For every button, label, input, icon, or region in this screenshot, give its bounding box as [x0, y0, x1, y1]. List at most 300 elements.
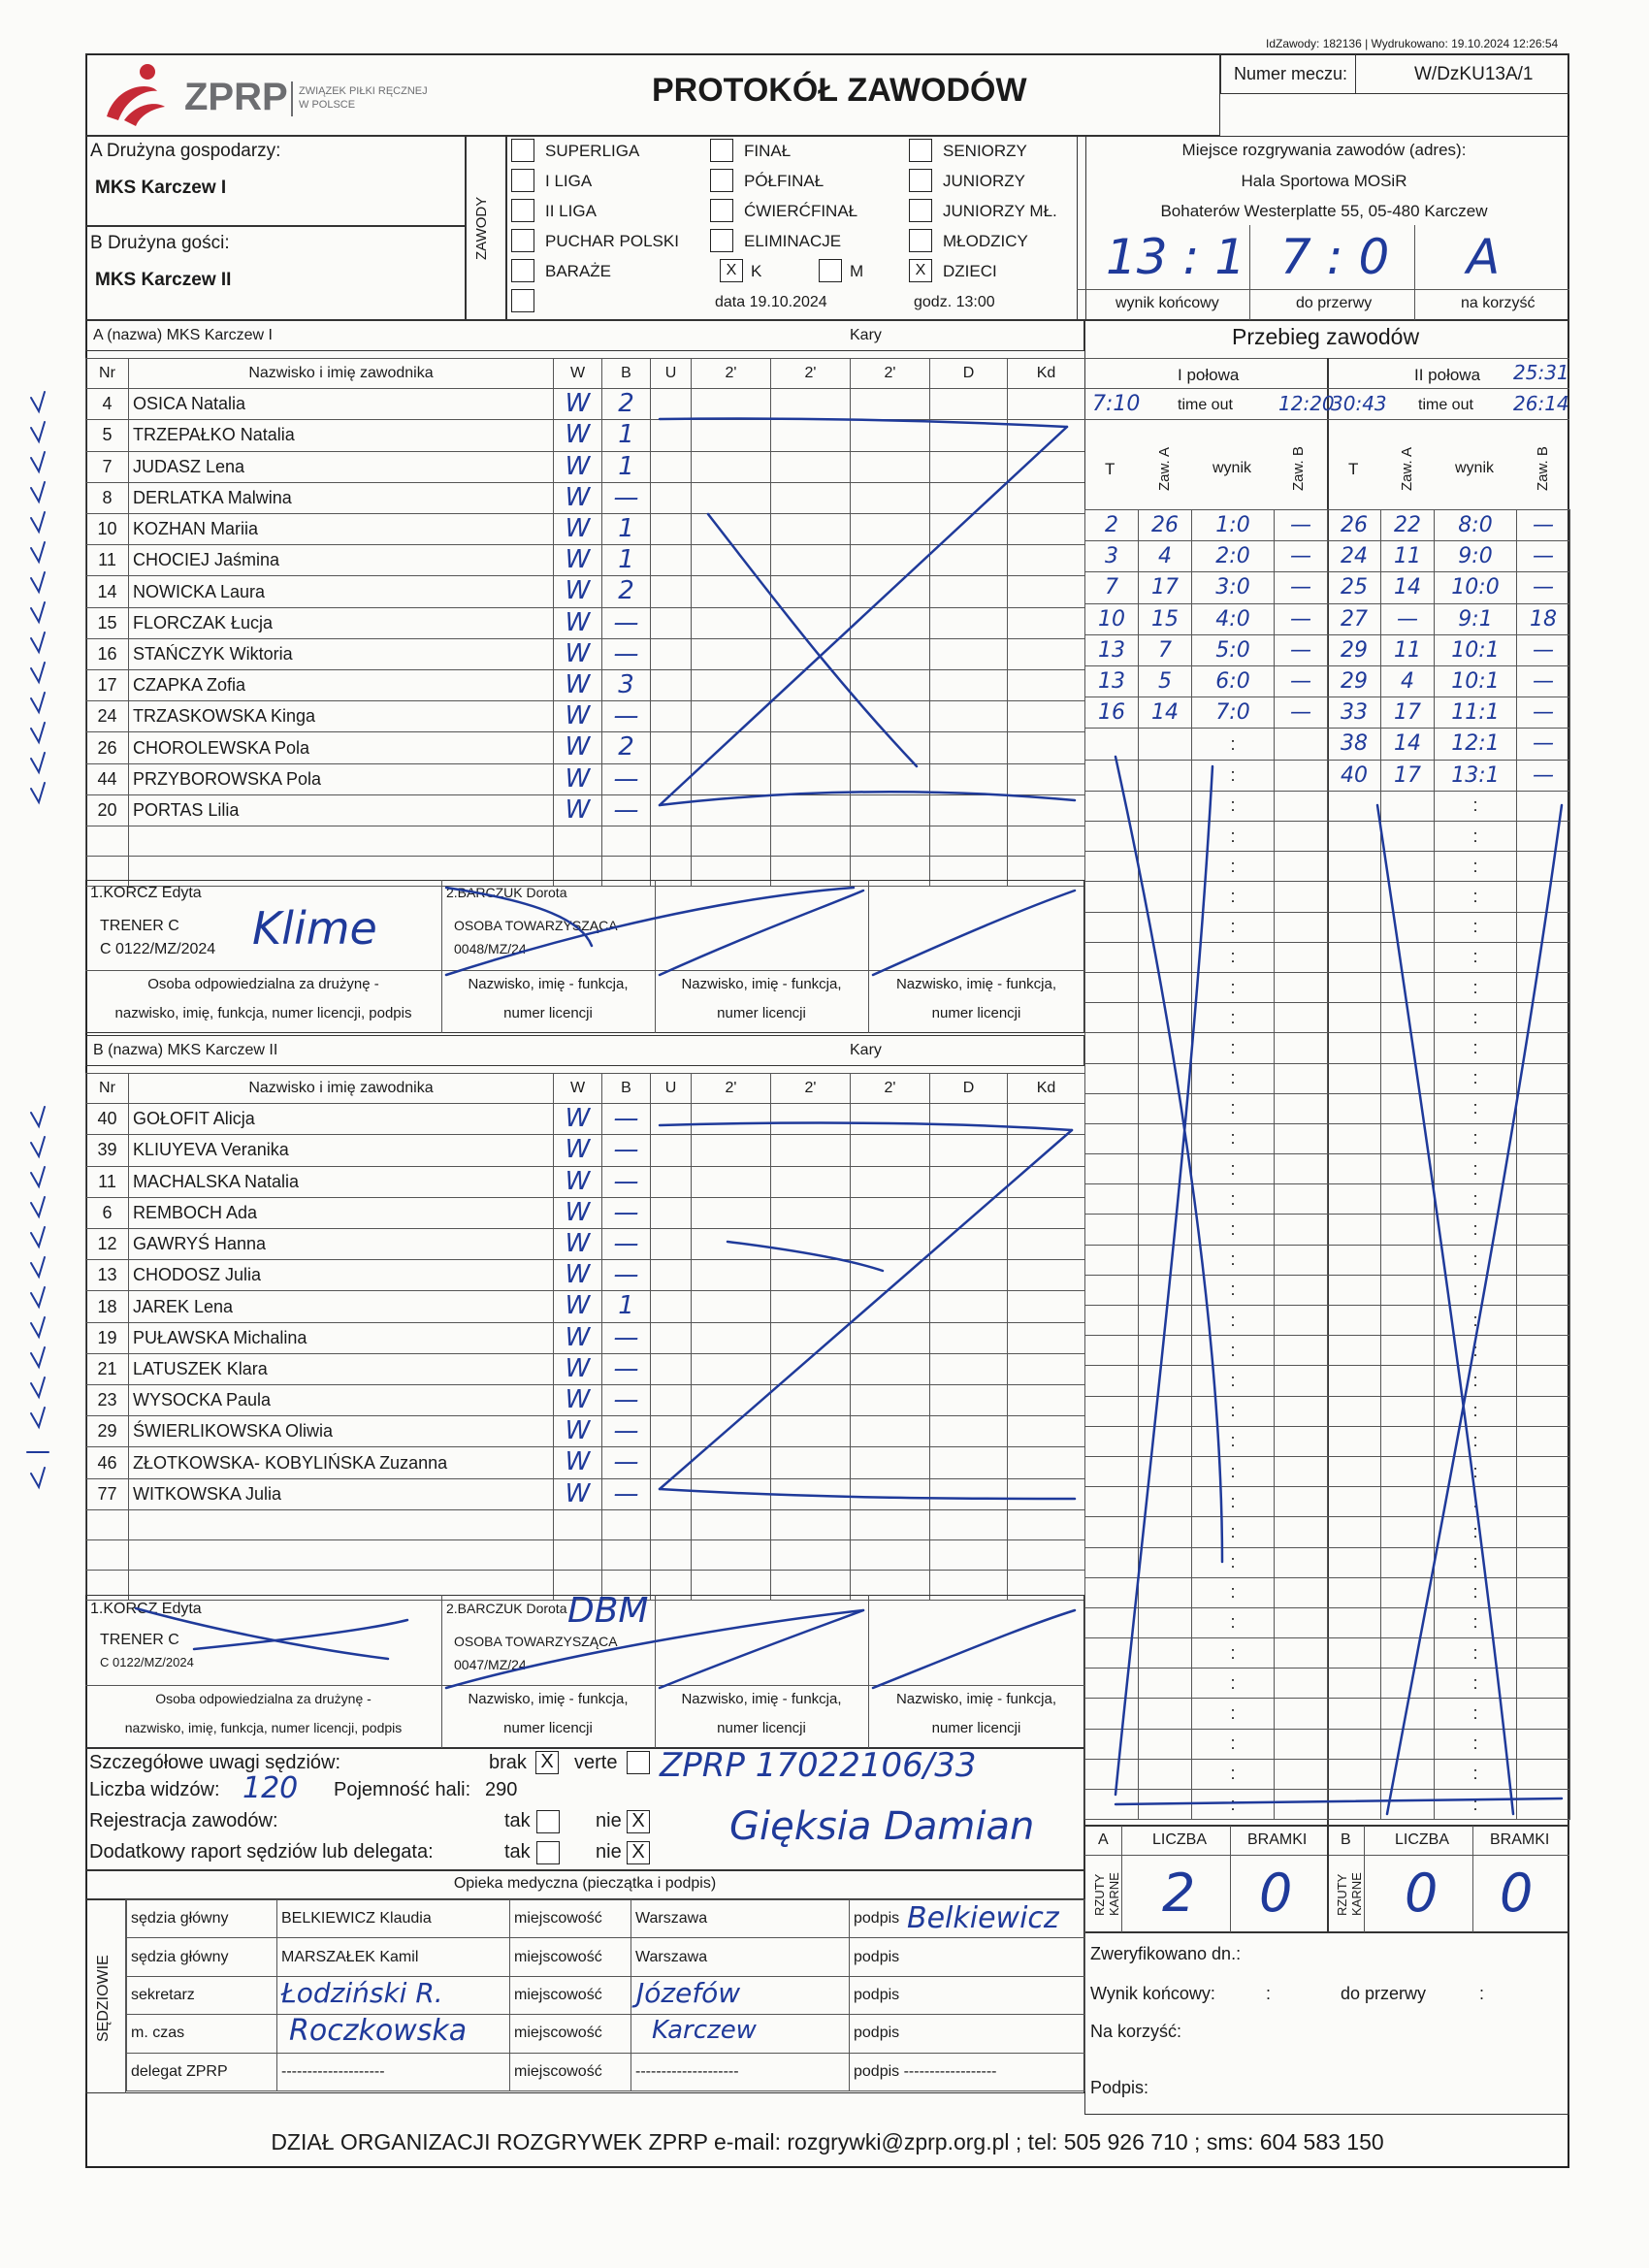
col-kd: Kd	[1008, 359, 1085, 389]
progress-w-cell: :	[1192, 1093, 1275, 1123]
penalty-cell-kd	[1008, 1166, 1085, 1197]
player-w-hw: W	[565, 1478, 591, 1508]
progress-zb-cell	[1517, 822, 1570, 852]
match-number: W/DzKU13A/1	[1414, 64, 1534, 84]
penalty-cell-d	[930, 1166, 1008, 1197]
penalty-cell-p3	[851, 1135, 930, 1166]
progress-zb-cell	[1517, 1184, 1570, 1215]
half-score-label: do przerwy	[1296, 295, 1373, 311]
juniorzy-checkbox[interactable]	[909, 169, 932, 192]
player-w	[554, 1197, 602, 1228]
progress-t-cell	[1328, 1517, 1381, 1547]
progress-zb-cell	[1517, 1577, 1570, 1607]
capacity-value: 290	[485, 1779, 518, 1800]
progress-zb-cell	[1275, 1366, 1328, 1396]
progress-zb-hw: —	[1290, 513, 1311, 537]
referee-city: Warszawa	[631, 1900, 850, 1938]
progress-za-cell	[1381, 1245, 1435, 1275]
progress-za-hw: 7	[1158, 637, 1172, 663]
progress-t-cell	[1328, 1669, 1381, 1699]
progress-w-cell: :	[1435, 1003, 1517, 1033]
progress-t-cell	[1328, 1215, 1381, 1245]
progress-t-cell	[1328, 1366, 1381, 1396]
penalty-cell-u	[651, 826, 692, 857]
penalty-a-goals-label: BRAMKI	[1247, 1831, 1308, 1848]
player-w	[554, 1104, 602, 1135]
progress-zb-cell	[1517, 1093, 1570, 1123]
penalty-cell-p1	[692, 514, 771, 545]
progress-w-cell: :	[1435, 1093, 1517, 1123]
progress-zb-cell	[1275, 1123, 1328, 1153]
progress-zb-cell	[1275, 1638, 1328, 1669]
progress-t-cell	[1085, 1154, 1139, 1184]
player-goals	[602, 1229, 651, 1260]
progress-t-hw: 2	[1105, 513, 1118, 537]
player-row	[86, 1197, 1085, 1228]
progress-zb-cell	[1275, 852, 1328, 882]
registration-tak-checkbox[interactable]	[536, 1810, 560, 1833]
player-row	[86, 826, 1085, 857]
progress-row	[1085, 1063, 1570, 1093]
progress-za-cell	[1381, 1699, 1435, 1729]
progress-row	[1085, 1154, 1570, 1184]
kary-label-b: Kary	[850, 1042, 882, 1058]
progress-zb-cell	[1517, 1729, 1570, 1759]
penalty-cell-u	[651, 420, 692, 451]
progress-za-cell	[1381, 822, 1435, 852]
progress-za-cell	[1381, 791, 1435, 821]
baraze-checkbox[interactable]	[511, 259, 534, 282]
player-name: DERLATKA Malwina	[129, 482, 554, 513]
medical-stamp-hw: ZPRP 17022106/33	[660, 1746, 977, 1785]
winner-field-label: Na korzyść:	[1090, 2022, 1182, 2041]
progress-zb-cell	[1517, 1366, 1570, 1396]
penalty-cell-p3	[851, 826, 930, 857]
progress-zb-hw: —	[1290, 575, 1311, 600]
progress-t-cell	[1328, 572, 1381, 603]
penalty-cell-p3	[851, 514, 930, 545]
progress-za-cell	[1139, 791, 1192, 821]
medical-signature-hw: Gięksia Damian	[729, 1804, 1035, 1849]
player-row	[86, 794, 1085, 826]
elimination-checkbox[interactable]	[710, 229, 733, 252]
progress-zb-cell	[1275, 1699, 1328, 1729]
report-tak-checkbox[interactable]	[536, 1841, 560, 1864]
progress-za-cell	[1381, 1729, 1435, 1759]
progress-row	[1085, 1577, 1570, 1607]
progress-t-cell	[1328, 1245, 1381, 1275]
progress-za-cell	[1139, 1547, 1192, 1577]
progress-t-cell	[1085, 572, 1139, 603]
penalty-a-label: A	[1098, 1831, 1109, 1848]
progress-za-hw: 17	[1394, 700, 1421, 726]
progress-za-cell	[1139, 1154, 1192, 1184]
player-w-hw: W	[565, 514, 591, 543]
progress-w-hw: 8:0	[1458, 513, 1493, 537]
penalty-cell-p1	[692, 1322, 771, 1353]
penalty-cell-kd	[1008, 1540, 1085, 1571]
prog-wynik-h1: wynik	[1212, 460, 1252, 476]
player-goals-hw: 2	[618, 576, 634, 606]
half2-label: II połowa	[1414, 366, 1481, 384]
progress-zb-cell	[1275, 1336, 1328, 1366]
empty-cell	[129, 1509, 554, 1539]
i-liga-checkbox[interactable]	[511, 169, 534, 192]
player-goals	[602, 1104, 651, 1135]
team-b-section: B (nazwa) MKS Karczew II	[93, 1042, 278, 1058]
penalty-cell-p3	[851, 451, 930, 482]
progress-t-cell	[1085, 1063, 1139, 1093]
referee-city-label: miejscowość	[510, 1976, 631, 2014]
progress-zb-hw: —	[1290, 637, 1311, 663]
progress-w-cell	[1435, 510, 1517, 541]
progress-zb-hw: —	[1533, 700, 1554, 726]
progress-row	[1085, 1638, 1570, 1669]
official-b1-license: C 0122/MZ/2024	[100, 1655, 194, 1669]
player-w-hw: W	[565, 1416, 591, 1446]
seniorzy-checkbox[interactable]	[909, 139, 932, 162]
penalty-cell-p2	[771, 545, 851, 576]
timeout-label-1: time out	[1178, 397, 1233, 413]
final-checkbox[interactable]	[710, 139, 733, 162]
progress-w-cell	[1435, 697, 1517, 729]
progress-w-cell: :	[1192, 1638, 1275, 1669]
progress-za-cell	[1139, 760, 1192, 791]
progress-t-cell	[1085, 1456, 1139, 1486]
progress-row	[1085, 541, 1570, 572]
penalty-cell-kd	[1008, 1353, 1085, 1384]
player-number: 12	[86, 1229, 129, 1260]
empty-cell	[129, 826, 554, 857]
penalty-cell-p3	[851, 794, 930, 826]
sex-k-checkbox[interactable]: X	[720, 259, 743, 282]
penalty-cell-p1	[692, 1104, 771, 1135]
ii-liga-checkbox[interactable]	[511, 199, 534, 222]
progress-za-cell	[1139, 634, 1192, 665]
penalty-cell-p1	[692, 1540, 771, 1571]
progress-t-cell	[1328, 852, 1381, 882]
progress-t-cell	[1085, 972, 1139, 1002]
progress-za-hw: 22	[1394, 513, 1421, 537]
player-w	[554, 514, 602, 545]
result-divider	[1077, 289, 1569, 290]
col-u: U	[651, 1074, 692, 1104]
verte-checkbox[interactable]	[627, 1751, 650, 1774]
player-number: 11	[86, 1166, 129, 1197]
progress-t-cell	[1328, 972, 1381, 1002]
progress-t-cell	[1085, 1547, 1139, 1577]
logo-line2: W POLSCE	[299, 99, 356, 111]
empty-cell	[602, 1509, 651, 1539]
player-goals	[602, 1197, 651, 1228]
player-number: 10	[86, 514, 129, 545]
teams-box	[85, 136, 466, 320]
progress-t-cell	[1085, 1184, 1139, 1215]
progress-w-cell: :	[1435, 912, 1517, 942]
report-nie-checkbox[interactable]: X	[627, 1841, 650, 1864]
progress-w-cell: :	[1192, 1366, 1275, 1396]
penalty-cell-kd	[1008, 1322, 1085, 1353]
team-a-roster-table	[85, 358, 1085, 887]
official-b-footer-1a: Osoba odpowiedzialna za drużynę -	[155, 1691, 372, 1706]
player-goals	[602, 1135, 651, 1166]
player-name: GOŁOFIT Alicja	[129, 1104, 554, 1135]
progress-t-hw: 10	[1098, 606, 1125, 632]
registration-nie-checkbox[interactable]: X	[627, 1810, 650, 1833]
penalty-cell-p3	[851, 1385, 930, 1416]
progress-za-cell	[1381, 942, 1435, 972]
progress-t-cell	[1328, 541, 1381, 572]
penalty-cell-kd	[1008, 482, 1085, 513]
penalty-cell-kd	[1008, 420, 1085, 451]
penalty-cell-p2	[771, 1197, 851, 1228]
penalty-cell-p1	[692, 826, 771, 857]
extra-checkbox[interactable]	[511, 289, 534, 312]
player-row	[86, 1509, 1085, 1539]
prog-t-h2: T	[1348, 460, 1359, 478]
player-goals-hw: —	[613, 763, 639, 794]
progress-w-hw: 10:1	[1451, 669, 1500, 695]
category-label-3: MŁODZICY	[943, 232, 1028, 250]
teams-divider	[85, 225, 466, 227]
progress-za-cell	[1381, 1638, 1435, 1669]
official-b-footer-3a: Nazwisko, imię - funkcja,	[681, 1691, 842, 1707]
progress-zb-cell	[1275, 1033, 1328, 1063]
player-w	[554, 1135, 602, 1166]
player-w	[554, 1385, 602, 1416]
progress-row	[1085, 510, 1570, 541]
progress-w-cell: :	[1435, 1487, 1517, 1517]
progress-za-cell	[1381, 1426, 1435, 1456]
progress-w-cell	[1435, 666, 1517, 697]
player-goals-hw: —	[613, 1447, 639, 1477]
progress-za-cell	[1139, 1306, 1192, 1336]
progress-za-hw: 14	[1151, 700, 1179, 726]
penalty-cell-kd	[1008, 732, 1085, 763]
player-goals	[602, 1322, 651, 1353]
penalty-sep-2	[1230, 1826, 1231, 1932]
official-b2-role: OSOBA TOWARZYSZĄCA	[454, 1634, 618, 1649]
col-w: W	[554, 359, 602, 389]
dzieci-checkbox[interactable]: X	[909, 259, 932, 282]
penalty-cell-p1	[692, 1416, 771, 1447]
progress-row	[1085, 1366, 1570, 1396]
player-name: GAWRYŚ Hanna	[129, 1229, 554, 1260]
player-w-hw: W	[565, 1229, 591, 1258]
penalty-cell-u	[651, 1135, 692, 1166]
progress-t-cell	[1085, 1729, 1139, 1759]
progress-t-cell	[1328, 729, 1381, 760]
player-number: 13	[86, 1260, 129, 1291]
progress-w-cell: :	[1435, 1426, 1517, 1456]
progress-w-cell: :	[1192, 1336, 1275, 1366]
referee-city-label: miejscowość	[510, 1900, 631, 1938]
progress-za-cell	[1381, 882, 1435, 912]
player-row	[86, 514, 1085, 545]
progress-zb-cell	[1517, 572, 1570, 603]
sex-m-checkbox[interactable]	[819, 259, 842, 282]
brak-checkbox[interactable]: X	[535, 1751, 559, 1774]
col-b: B	[602, 1074, 651, 1104]
stage-label-3: ELIMINACJE	[744, 232, 842, 250]
progress-w-cell: :	[1435, 1123, 1517, 1153]
progress-w-cell: :	[1435, 1215, 1517, 1245]
progress-t-cell	[1328, 1033, 1381, 1063]
team-b-name: MKS Karczew II	[95, 270, 232, 290]
player-number: 24	[86, 701, 129, 732]
reg-nie-label: nie	[596, 1810, 622, 1831]
quarterfinal-checkbox[interactable]	[710, 199, 733, 222]
progress-zb-cell	[1275, 1517, 1328, 1547]
prog-wynik-h2: wynik	[1455, 460, 1495, 476]
col-2min-2: 2'	[771, 1074, 851, 1104]
progress-w-cell: :	[1435, 942, 1517, 972]
player-goals	[602, 1416, 651, 1447]
progress-t-cell	[1085, 541, 1139, 572]
progress-row	[1085, 1123, 1570, 1153]
penalty-cell-p3	[851, 545, 930, 576]
timeout-line	[1084, 419, 1569, 420]
progress-w-cell	[1192, 572, 1275, 603]
progress-zb-cell	[1275, 666, 1328, 697]
player-w	[554, 389, 602, 420]
progress-zb-cell	[1275, 1275, 1328, 1305]
player-w-hw: W	[565, 1260, 591, 1290]
official-a2-license: 0048/MZ/24	[454, 941, 527, 956]
player-name: ZŁOTKOWSKA- KOBYLIŃSKA Zuzanna	[129, 1447, 554, 1478]
player-name: CHOCIEJ Jaśmina	[129, 545, 554, 576]
progress-row	[1085, 791, 1570, 821]
progress-t-hw: 26	[1341, 513, 1368, 537]
progress-za-cell	[1381, 1607, 1435, 1637]
penalty-cell-d	[930, 1135, 1008, 1166]
progress-row	[1085, 882, 1570, 912]
team-a-header-row	[86, 359, 1085, 389]
penalty-cell-u	[651, 1104, 692, 1135]
progress-zb-cell	[1275, 942, 1328, 972]
venue-name: Hala Sportowa MOSiR	[1241, 172, 1407, 190]
progress-t-hw: 40	[1341, 762, 1368, 788]
timekeeper-city-hw: Karczew	[652, 2016, 757, 2045]
player-goals	[602, 732, 651, 763]
progress-row	[1085, 1003, 1570, 1033]
player-w	[554, 638, 602, 669]
col-d: D	[930, 359, 1008, 389]
progress-t-cell	[1085, 1517, 1139, 1547]
progress-w-cell: :	[1435, 852, 1517, 882]
player-w-hw: W	[565, 389, 591, 419]
final-score-hw: 13 : 1	[1106, 229, 1246, 285]
player-goals	[602, 514, 651, 545]
progress-t-hw: 7	[1105, 575, 1118, 600]
penalty-a-rzuty: RZUTY KARNE	[1092, 1872, 1121, 1917]
penalty-cell-p2	[771, 701, 851, 732]
progress-t-cell	[1328, 1699, 1381, 1729]
penalty-cell-p1	[692, 763, 771, 794]
penalty-cell-d	[930, 732, 1008, 763]
progress-row	[1085, 1426, 1570, 1456]
progress-w-hw: 11:1	[1451, 700, 1500, 726]
player-goals	[602, 763, 651, 794]
juniorzy-ml-checkbox[interactable]	[909, 199, 932, 222]
progress-za-cell	[1139, 852, 1192, 882]
penalty-cell-p1	[692, 1166, 771, 1197]
superliga-checkbox[interactable]	[511, 139, 534, 162]
penalty-cell-p2	[771, 576, 851, 607]
progress-zb-cell	[1517, 1607, 1570, 1637]
match-date: data 19.10.2024	[715, 294, 827, 310]
progress-za-cell	[1381, 1366, 1435, 1396]
player-number: 7	[86, 451, 129, 482]
progress-zb-cell	[1275, 822, 1328, 852]
col-2min-1: 2'	[692, 1074, 771, 1104]
timeout-a1-hw: 7:10	[1092, 392, 1141, 416]
stage-label-1: PÓŁFINAŁ	[744, 172, 824, 190]
empty-cell	[554, 826, 602, 857]
category-label-4: DZIECI	[943, 262, 997, 280]
penalty-cell-p3	[851, 1260, 930, 1291]
semifinal-checkbox[interactable]	[710, 169, 733, 192]
zawody-label: ZAWODY	[473, 196, 490, 260]
penalty-cell-u	[651, 670, 692, 701]
player-number: 5	[86, 420, 129, 451]
penalty-cell-kd	[1008, 701, 1085, 732]
referee-row	[127, 1938, 1085, 1976]
progress-za-cell	[1139, 822, 1192, 852]
progress-zb-cell	[1517, 760, 1570, 791]
player-w-hw: W	[565, 576, 591, 606]
progress-za-hw: 14	[1394, 575, 1421, 600]
rep-tak-label: tak	[504, 1841, 531, 1863]
final-result-colon: :	[1266, 1984, 1272, 2003]
progress-row	[1085, 912, 1570, 942]
penalty-cell-kd	[1008, 638, 1085, 669]
progress-w-hw: 13:1	[1451, 762, 1500, 788]
progress-zb-cell	[1275, 697, 1328, 729]
venue-box	[1077, 136, 1569, 320]
team-b-roster-table	[85, 1073, 1085, 1601]
penalty-cell-u	[651, 576, 692, 607]
penalty-cell-d	[930, 1478, 1008, 1509]
progress-zb-cell	[1275, 760, 1328, 791]
progress-row	[1085, 1336, 1570, 1366]
progress-za-cell	[1139, 912, 1192, 942]
player-w-hw: W	[565, 794, 591, 825]
progress-row	[1085, 1184, 1570, 1215]
official-b-footer-4b: numer licencji	[931, 1720, 1021, 1736]
mlodzicy-checkbox[interactable]	[909, 229, 932, 252]
progress-za-cell	[1139, 1426, 1192, 1456]
progress-zb-cell	[1275, 1547, 1328, 1577]
player-row	[86, 1104, 1085, 1135]
referee-row	[127, 2053, 1085, 2090]
progress-t-hw: 27	[1341, 606, 1368, 632]
penalty-cell-d	[930, 1447, 1008, 1478]
penalty-sep-1	[1121, 1826, 1122, 1932]
referee-signature-label: podpis ------------------	[850, 2053, 1085, 2090]
penalty-cell-kd	[1008, 1197, 1085, 1228]
penalty-cell-p3	[851, 638, 930, 669]
puchar-polski-checkbox[interactable]	[511, 229, 534, 252]
penalty-cell-p3	[851, 1478, 930, 1509]
progress-t-cell	[1328, 822, 1381, 852]
progress-w-cell	[1435, 572, 1517, 603]
penalty-b-rzuty: RZUTY KARNE	[1335, 1872, 1364, 1917]
progress-za-cell	[1139, 1245, 1192, 1275]
empty-cell	[86, 826, 129, 857]
progress-w-cell: :	[1435, 1638, 1517, 1669]
progress-t-cell	[1328, 1729, 1381, 1759]
